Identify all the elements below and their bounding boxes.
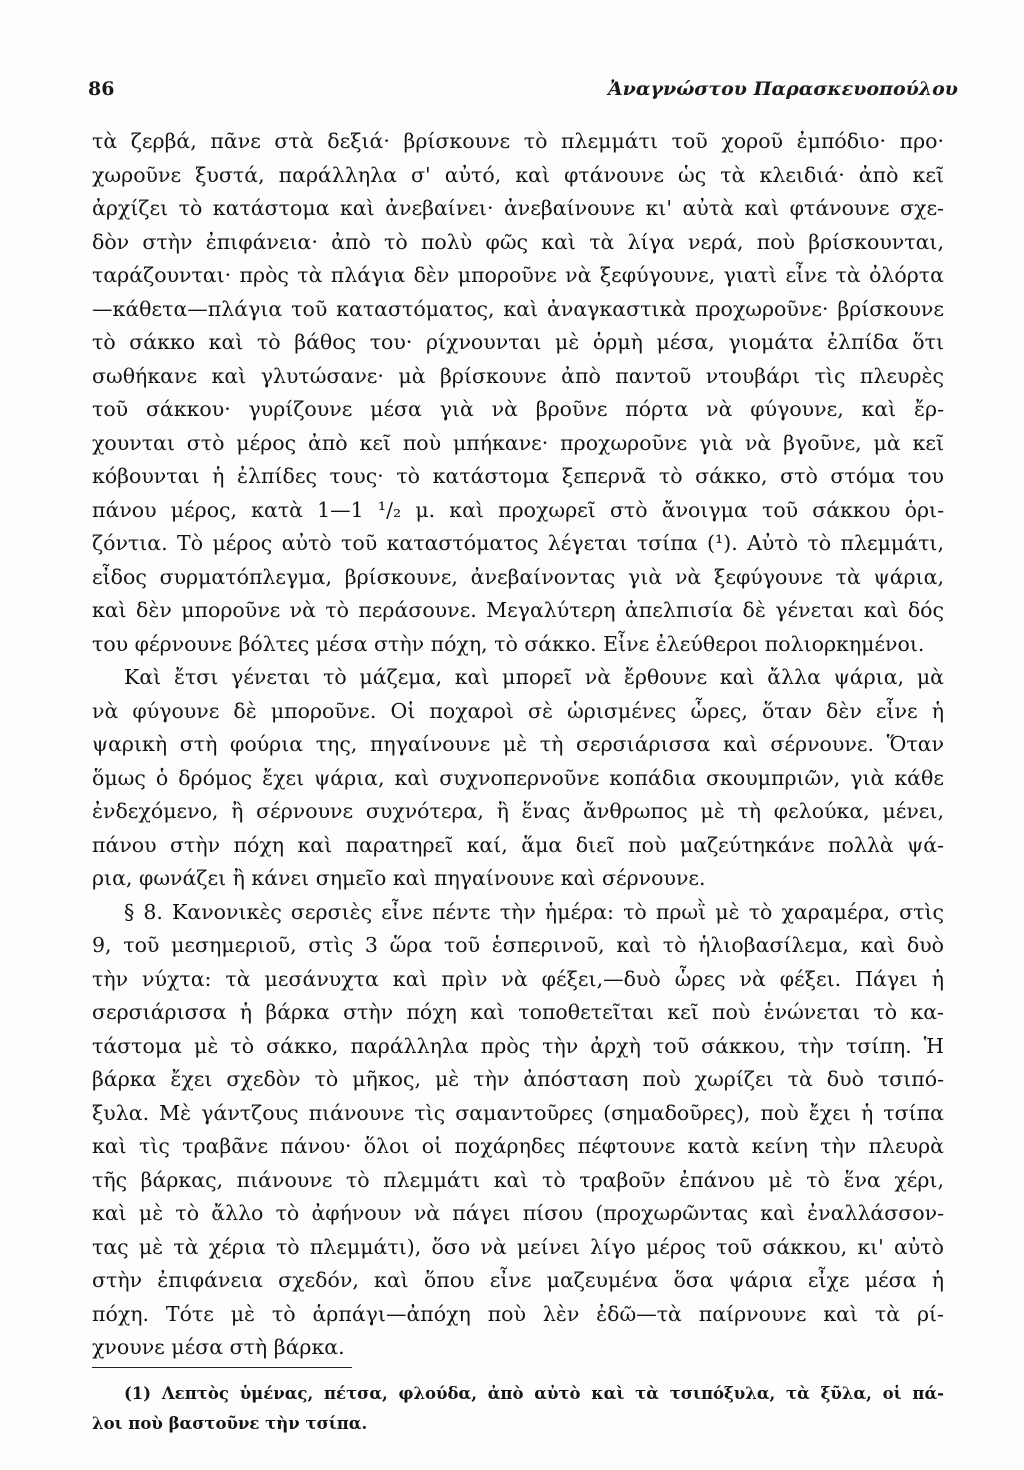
footnote-line: (1) Λεπτὸς ὑμένας, πέτσα, φλούδα, ἀπὸ αὐτὸ καὶ τὰ τσιπόξυλα, τὰ ξῦλα, οἱ πά-	[124, 1384, 944, 1403]
text-line: τὴν νύχτα: τὰ μεσάνυχτα καὶ πρὶν νὰ φέξει,—δυὸ ὧρες νὰ φέξει. Πάγει ἡ	[92, 966, 944, 991]
text-line: δὸν στὴν ἐπιφάνεια· ἀπὸ τὸ πολὺ φῶς καὶ τὰ λίγα νερά, ποὺ βρίσκουνται,	[92, 229, 944, 254]
text-line: κόβουνται ἡ ἐλπίδες τους· τὸ κατάστομα ξεπερνᾶ τὸ σάκκο, στὸ στόμα του	[92, 464, 944, 488]
footnote	[92, 1379, 944, 1439]
text-line: στὴν ἐπιφάνεια σχεδόν, καὶ ὅπου εἶνε μαζευμένα ὅσα ψάρια εἶχε μέσα ἡ	[92, 1268, 944, 1292]
text-line: ξυλα. Μὲ γάντζους πιάνουνε τὶς σαμαντοῦρες (σημαδοῦρες), ποὺ ἔχει ἡ τσίπα	[92, 1100, 944, 1125]
footnote-rule	[92, 1367, 352, 1368]
text-line: σερσιάρισσα ἡ βάρκα στὴν πόχη καὶ τοποθετεῖται κεῖ ποὺ ἑνώνεται τὸ κα-	[92, 1000, 944, 1024]
text-line: πόχη. Τότε μὲ τὸ ἁρπάγι—ἀπόχη ποὺ λὲν ἐδῶ—τὰ παίρνουνε καὶ τὰ ρί-	[92, 1301, 944, 1326]
text-line: ρια, φωνάζει ἢ κάνει σημεῖο καὶ πηγαίνουνε καὶ σέρνουνε.	[92, 866, 706, 890]
text-line: τοῦ σάκκου· γυρίζουνε μέσα γιὰ νὰ βροῦνε πόρτα νὰ φύγουνε, καὶ ἔρ-	[92, 397, 944, 421]
text-line: 9, τοῦ μεσημεριοῦ, στὶς 3 ὥρα τοῦ ἑσπερινοῦ, καὶ τὸ ἡλιοβασίλεμα, καὶ δυὸ	[92, 933, 944, 957]
text-line: σωθήκανε καὶ γλυτώσανε· μὰ βρίσκουνε ἀπὸ παντοῦ ντουβάρι τὶς πλευρὲς	[92, 363, 944, 388]
text-line: —κάθετα—πλάγια τοῦ καταστόματος, καὶ ἀναγκαστικὰ προχωροῦνε· βρίσκουνε	[92, 296, 944, 321]
text-line: πάνου στὴν πόχη καὶ παρατηρεῖ καί, ἅμα διεῖ ποὺ μαζεύτηκάνε πολλὰ ψά-	[92, 832, 944, 857]
main-text	[92, 125, 944, 1365]
text-line: ζόντια. Τὸ μέρος αὐτὸ τοῦ καταστόματος λέγεται τσίπα (¹). Αὐτὸ τὸ πλεμμάτι,	[92, 531, 944, 555]
text-line: χωροῦνε ξυστά, παράλληλα σ' αὐτό, καὶ φτάνουνε ὡς τὰ κλειδιά· ἀπὸ κεῖ	[92, 162, 944, 187]
text-line: πάνου μέρος, κατὰ 1—1 ¹/₂ μ. καὶ προχωρεῖ στὸ ἄνοιγμα τοῦ σάκκου ὁρι-	[92, 497, 944, 522]
section-8-start-line: § 8. Κανονικὲς σερσιὲς εἶνε πέντε τὴν ἡμέρα: τὸ πρωῒ μὲ τὸ χαραμέρα, στὶς	[124, 899, 944, 924]
text-line: χουνται στὸ μέρος ἀπὸ κεῖ ποὺ μπήκανε· προχωροῦνε γιὰ νὰ βγοῦνε, μὰ κεῖ	[92, 430, 944, 455]
text-line: ταράζουνται· πρὸς τὰ πλάγια δὲν μποροῦνε νὰ ξεφύγουνε, γιατὶ εἶνε τὰ ὀλόρτα	[92, 263, 944, 287]
text-line: του φέρνουνε βόλτες μέσα στὴν πόχη, τὸ σάκκο. Εἶνε ἐλεύθεροι πολιορκημένοι.	[92, 631, 925, 656]
text-line: τῆς βάρκας, πιάνουνε τὸ πλεμμάτι καὶ τὸ τραβοῦν ἐπάνου μὲ τὸ ἕνα χέρι,	[92, 1167, 944, 1192]
text-line: εἶδος συρματόπλεγμα, βρίσκουνε, ἀνεβαίνοντας γιὰ νὰ ξεφύγουνε τὰ ψάρια,	[92, 564, 944, 589]
text-line: τάστομα μὲ τὸ σάκκο, παράλληλα πρὸς τὴν ἀρχὴ τοῦ σάκκου, τὴν τσίπη. Ἡ	[92, 1033, 944, 1058]
text-line: τὰ ζερβά, πᾶνε στὰ δεξιά· βρίσκουνε τὸ πλεμμάτι τοῦ χοροῦ ἐμπόδιο· προ·	[92, 129, 944, 153]
text-line: καὶ τὶς τραβᾶνε πάνου· ὅλοι οἱ ποχάρηδες πέφτουνε κατὰ κείνη τὴν πλευρὰ	[92, 1134, 944, 1158]
page-number: 86	[88, 78, 115, 100]
text-line: τας μὲ τὰ χέρια τὸ πλεμμάτι), ὅσο νὰ μείνει λίγο μέρος τοῦ σάκκου, κι' αὐτὸ	[92, 1234, 944, 1259]
text-line: χνουνε μέσα στὴ βάρκα.	[92, 1335, 345, 1359]
text-line: βάρκα ἔχει σχεδὸν τὸ μῆκος, μὲ τὴν ἀπόσταση ποὺ χωρίζει τὰ δυὸ τσιπό-	[92, 1067, 944, 1091]
text-line: ἐνδεχόμενο, ἢ σέρνουνε συχνότερα, ἢ ἕνας ἄνθρωπος μὲ τὴ φελούκα, μένει,	[92, 799, 944, 823]
footnote-line: λοι ποὺ βαστοῦνε τὴν τσίπα.	[92, 1414, 368, 1433]
page-header	[72, 72, 958, 106]
text-line: ψαρικὴ στὴ φούρια της, πηγαίνουνε μὲ τὴ σερσιάρισσα καὶ σέρνουνε. Ὅταν	[92, 732, 944, 756]
text-line: καὶ δὲν μποροῦνε νὰ τὸ περάσουνε. Μεγαλύτερη ἀπελπισία δὲ γένεται καὶ δός	[92, 598, 944, 622]
text-line: καὶ μὲ τὸ ἄλλο τὸ ἀφήνουν νὰ πάγει πίσου (προχωρῶντας καὶ ἐναλλάσσον-	[92, 1201, 944, 1225]
text-line: νὰ φύγουνε δὲ μποροῦνε. Οἱ ποχαροὶ σὲ ὡρισμένες ὧρες, ὅταν δὲν εἶνε ἡ	[92, 698, 944, 723]
paragraph-start-line: Καὶ ἔτσι γένεται τὸ μάζεμα, καὶ μπορεῖ νὰ ἔρθουνε καὶ ἄλλα ψάρια, μὰ	[124, 665, 944, 689]
text-line: ὅμως ὁ δρόμος ἔχει ψάρια, καὶ συχνοπερνοῦνε κοπάδια σκουμπριῶν, γιὰ κάθε	[92, 765, 944, 790]
text-line: τὸ σάκκο καὶ τὸ βάθος του· ρίχνουνται μὲ ὁρμὴ μέσα, γιομάτα ἐλπίδα ὅτι	[92, 330, 944, 354]
text-line: ἀρχίζει τὸ κατάστομα καὶ ἀνεβαίνει· ἀνεβαίνουνε κι' αὐτὰ καὶ φτάνουνε σχε-	[92, 196, 944, 220]
running-title: Ἀναγνώστου Παρασκευοπούλου	[607, 78, 958, 100]
